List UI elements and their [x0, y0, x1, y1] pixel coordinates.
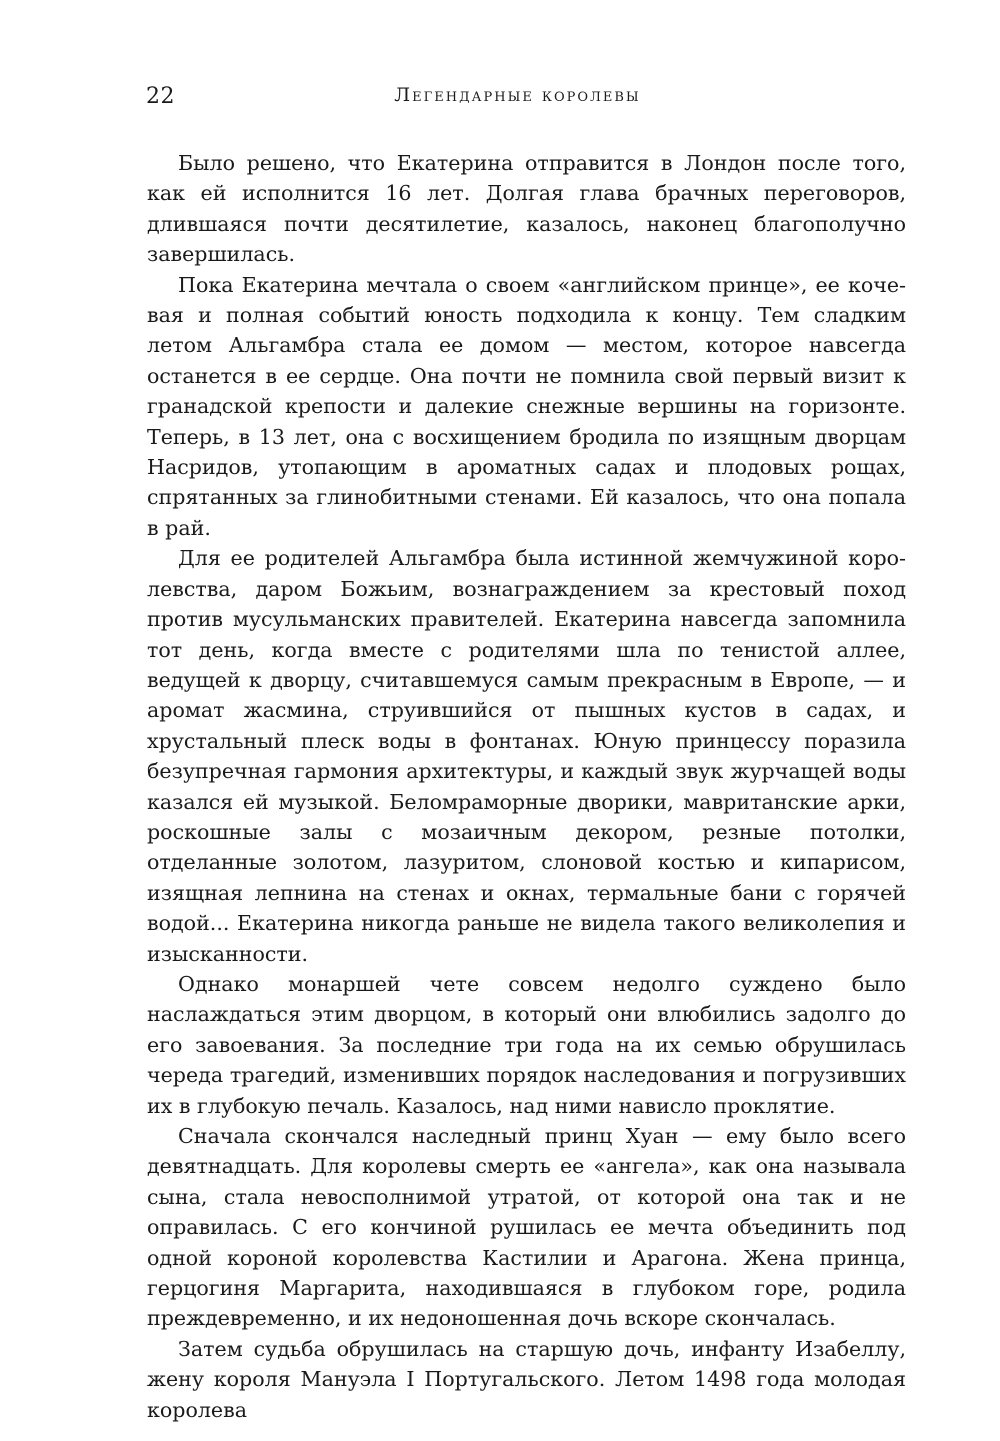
body-text — [147, 148, 906, 1425]
page-number: 22 — [146, 84, 175, 109]
paragraph-5: Сначала скончался наследный принц Хуан — ему было всего девятнадцать. Для королевы смерть ее «ангела», как она называла сына, стала невосполнимой утратой, от которой она так и не оправилась. С его кончиной рушилась ее мечта объединить под одной короной королевства Кастилии и Арагона. Жена принца, герцогиня Маргарита, находившаяся в глубоком горе, родила преждевременно, и их недоношенная дочь вскоре скончалась. — [147, 1124, 906, 1331]
running-title: Легендарные королевы — [394, 84, 641, 106]
paragraph-4: Однако монаршей чете совсем недолго суждено было наслаждаться этим дворцом, в который они влюбились задолго до его завоевания. За последние три года на их семью обрушилась череда трагедий, изменивших порядок наследования и погрузивших их в глубокую печаль. Казалось, над ними нависло проклятие. — [147, 971, 906, 1118]
paragraph-2: Пока Екатерина мечтала о своем «английском принце», ее кочевая и полная событий юность подходила к концу. Тем сладким летом Альгамбра стала ее домом — местом, которое навсегда останется в ее сердце. Она почти не помнила свой первый визит к гранадской крепости и далекие снежные вершины на горизонте. Теперь, в 13 лет, она с восхищением бродила по изящным дворцам Насридов, утопающим в ароматных садах и плодовых рощах, спрятанных за глинобитными стенами. Ей казалось, что она попала в рай. — [147, 272, 906, 540]
paragraph-6: Затем судьба обрушилась на старшую дочь, инфанту Изабеллу, жену короля Мануэла I Португальского. Летом 1498 года молодая королева — [147, 1336, 906, 1422]
paragraph-3: Для ее родителей Альгамбра была истинной жемчужиной королевства, даром Божьим, вознаграждением за крестовый поход против мусульманских правителей. Екатерина навсегда запомнила тот день, когда вместе с родителями шла по тенистой аллее, ведущей к дворцу, считавшемуся самым прекрасным в Европе, — и аромат жасмина, струившийся от пышных кустов в садах, и хрустальный плеск воды в фонтанах. Юную принцессу поразила безупречная гармония архитектуры, и каждый звук журчащей воды казался ей музыкой. Беломраморные дворики, мавританские арки, роскошные залы с мозаичным декором, резные потолки, отделанные золотом, лазуритом, слоновой костью и кипарисом, изящная лепнина на стенах и окнах, термальные бани с горячей водой... Екатерина никогда раньше не видела такого великолепия и изысканности. — [147, 546, 906, 966]
paragraph-1: Было решено, что Екатерина отправится в Лондон после того, как ей исполнится 16 лет. Долгая глава брачных переговоров, длившаяся почти десятилетие, казалось, наконец благополучно завершилась. — [147, 151, 906, 267]
